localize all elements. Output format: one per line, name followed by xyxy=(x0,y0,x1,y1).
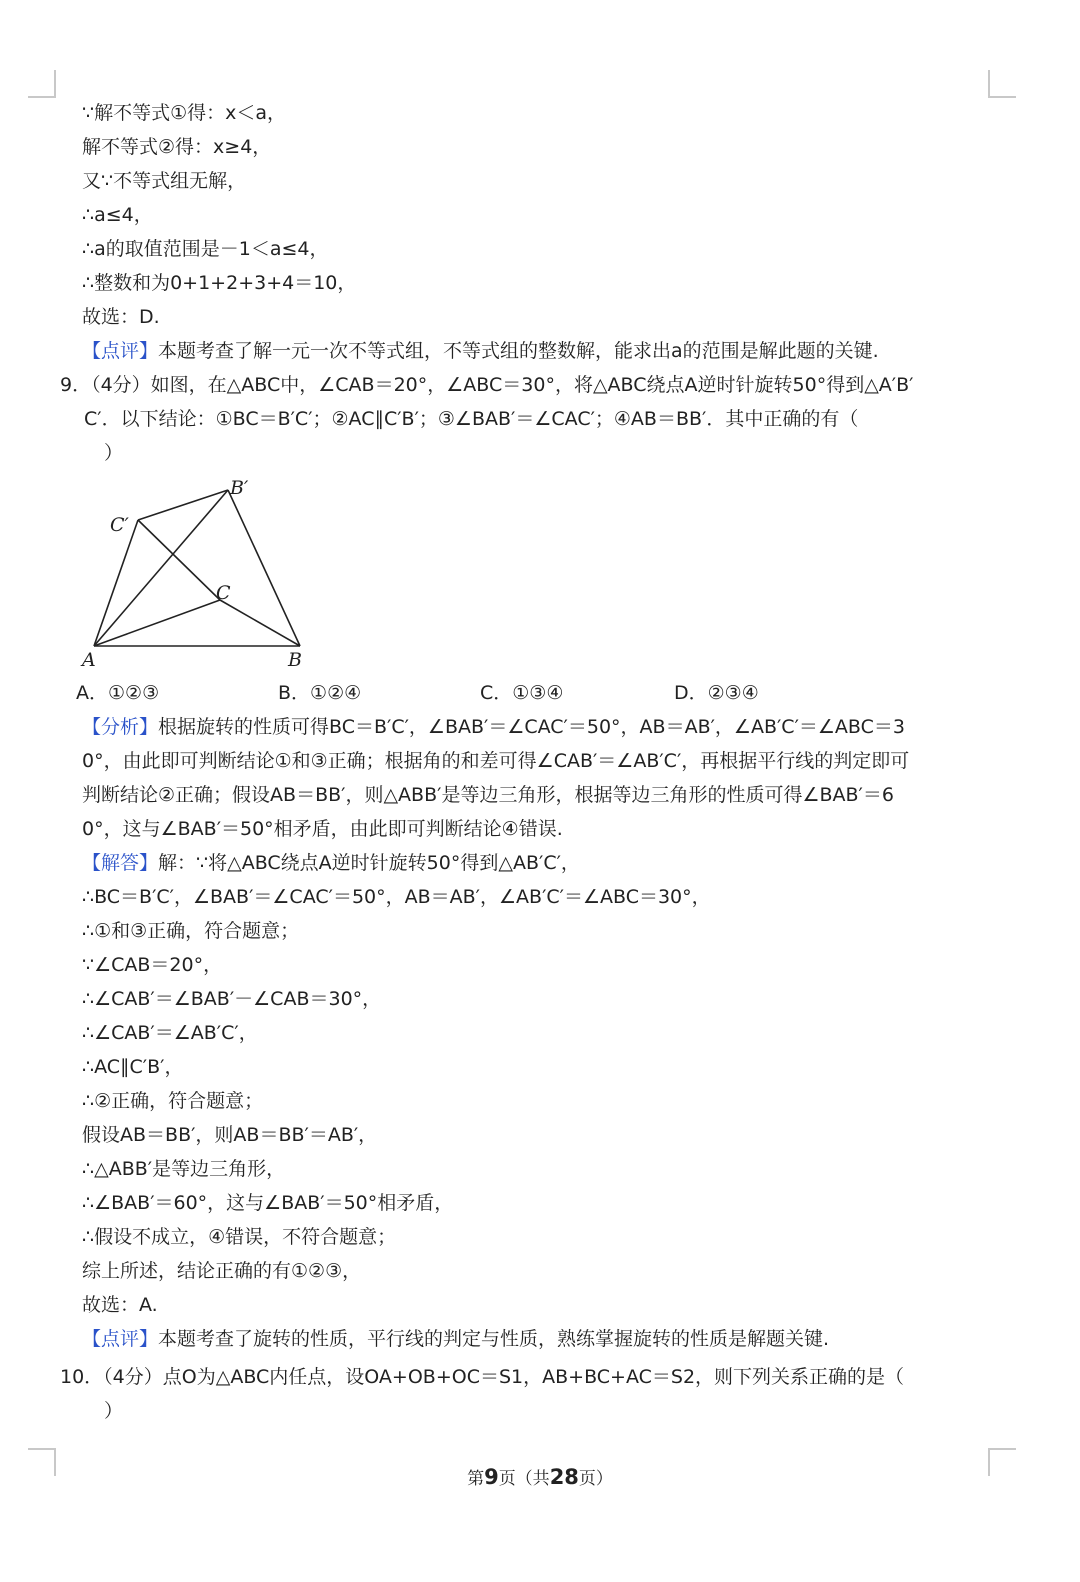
q9-stem-line-2: C′．以下结论：①BC＝B′C′；②AC∥C′B′；③∠BAB′＝∠CAC′；④AB＝BB′．其中正确的有（ xyxy=(84,408,859,430)
label-b: B xyxy=(288,649,302,671)
analysis-tag: 【分析】 xyxy=(82,716,159,738)
segment-c1c xyxy=(138,520,220,600)
q9-answer-line-10: ∴∠BAB′＝60°，这与∠BAB′＝50°相矛盾， xyxy=(82,1192,454,1214)
segment-ac1 xyxy=(94,520,138,646)
q9-option-a: A．①②③ xyxy=(76,682,160,704)
prev-solution-line-6: ∴整数和为0+1+2+3+4＝10， xyxy=(82,272,357,294)
q9-answer-line-9: ∴△ABB′是等边三角形， xyxy=(82,1158,286,1180)
page-number: 9 xyxy=(484,1465,499,1489)
q9-answer-line-3: ∵∠CAB＝20°， xyxy=(82,954,223,976)
prev-solution-line-3: 又∵不等式组无解， xyxy=(82,170,247,192)
q9-analysis-line-1: 【分析】根据旋转的性质可得BC＝B′C′，∠BAB′＝∠CAC′＝50°，AB＝AB′，∠AB′C′＝∠ABC＝3 xyxy=(82,716,905,738)
prev-solution-line-7: 故选：D. xyxy=(82,306,160,328)
q9-answer-line-1: ∴BC＝B′C′，∠BAB′＝∠CAC′＝50°，AB＝AB′，∠AB′C′＝∠ABC＝30°， xyxy=(82,886,711,908)
q9-answer-line-6: ∴AC∥C′B′， xyxy=(82,1056,184,1078)
page-footer: 第9页（共28页） xyxy=(467,1465,613,1489)
q9-answer-line-7: ∴②正确，符合题意； xyxy=(82,1090,264,1112)
prev-solution-line-1: ∵解不等式①得：x＜a， xyxy=(82,102,287,124)
q10-stem-line-1: 10．（4分）点O为△ABC内任点，设OA+OB+OC＝S1，AB+BC+AC＝S2，则下列关系正确的是（ xyxy=(60,1366,905,1388)
comment-text: 本题考查了旋转的性质，平行线的判定与性质，熟练掌握旋转的性质是解题关键. xyxy=(158,1328,830,1350)
q9-stem-line-1: 9．（4分）如图，在△ABC中，∠CAB＝20°，∠ABC＝30°，将△ABC绕点A逆时针旋转50°得到△A′B′ xyxy=(60,374,914,396)
q9-answer-line-8: 假设AB＝BB′，则AB＝BB′＝AB′， xyxy=(82,1124,378,1146)
q9-comment xyxy=(82,1326,829,1352)
q9-answer-line-5: ∴∠CAB′＝∠AB′C′， xyxy=(82,1022,258,1044)
q9-answer-line-13: 故选：A. xyxy=(82,1294,158,1316)
comment-text: 本题考查了解一元一次不等式组，不等式组的整数解，能求出a的范围是解此题的关键. xyxy=(158,340,879,362)
q9-answer-line-2: ∴①和③正确，符合题意； xyxy=(82,920,300,942)
q9-option-d: D．②③④ xyxy=(674,682,759,704)
corner-mark-top-left xyxy=(28,70,56,98)
total-pages: 28 xyxy=(549,1465,579,1489)
prev-solution-line-5: ∴a的取值范围是－1＜a≤4， xyxy=(82,238,329,260)
geometry-figure xyxy=(78,474,318,674)
q10-stem-line-2: ） xyxy=(104,1400,124,1422)
segment-cb xyxy=(220,600,300,646)
label-a: A xyxy=(82,649,96,671)
segment-b1b xyxy=(228,490,300,646)
label-c-prime: C′ xyxy=(110,514,129,536)
prev-solution-line-2: 解不等式②得：x≥4， xyxy=(82,136,272,158)
q9-answer-line-12: 综上所述，结论正确的有①②③， xyxy=(82,1260,362,1282)
q9-analysis-line-4: 0°，这与∠BAB′＝50°相矛盾，由此即可判断结论④错误. xyxy=(82,818,563,840)
comment-tag: 【点评】 xyxy=(82,340,159,362)
comment-tag: 【点评】 xyxy=(82,1328,159,1350)
q9-analysis-line-3: 判断结论②正确；假设AB＝BB′，则△ABB′是等边三角形，根据等边三角形的性质可得∠BAB′＝6 xyxy=(82,784,894,806)
q9-analysis-line-2: 0°，由此即可判断结论①和③正确；根据角的和差可得∠CAB′＝∠AB′C′，再根据平行线的判定即可 xyxy=(82,750,910,772)
label-c: C xyxy=(216,582,231,604)
prev-solution-line-4: ∴a≤4， xyxy=(82,204,153,226)
prev-comment xyxy=(82,338,879,364)
corner-mark-top-right xyxy=(988,70,1016,98)
q9-answer-line-0: 【解答】解：∵将△ABC绕点A逆时针旋转50°得到△AB′C′， xyxy=(82,852,580,874)
q9-option-c: C．①③④ xyxy=(480,682,564,704)
q9-option-b: B．①②④ xyxy=(278,682,362,704)
q9-stem-line-3: ） xyxy=(104,442,124,464)
label-b-prime: B′ xyxy=(230,477,249,499)
q9-answer-line-11: ∴假设不成立，④错误，不符合题意； xyxy=(82,1226,397,1248)
q9-answer-line-4: ∴∠CAB′＝∠BAB′－∠CAB＝30°， xyxy=(82,988,382,1010)
answer-tag: 【解答】 xyxy=(82,852,159,874)
